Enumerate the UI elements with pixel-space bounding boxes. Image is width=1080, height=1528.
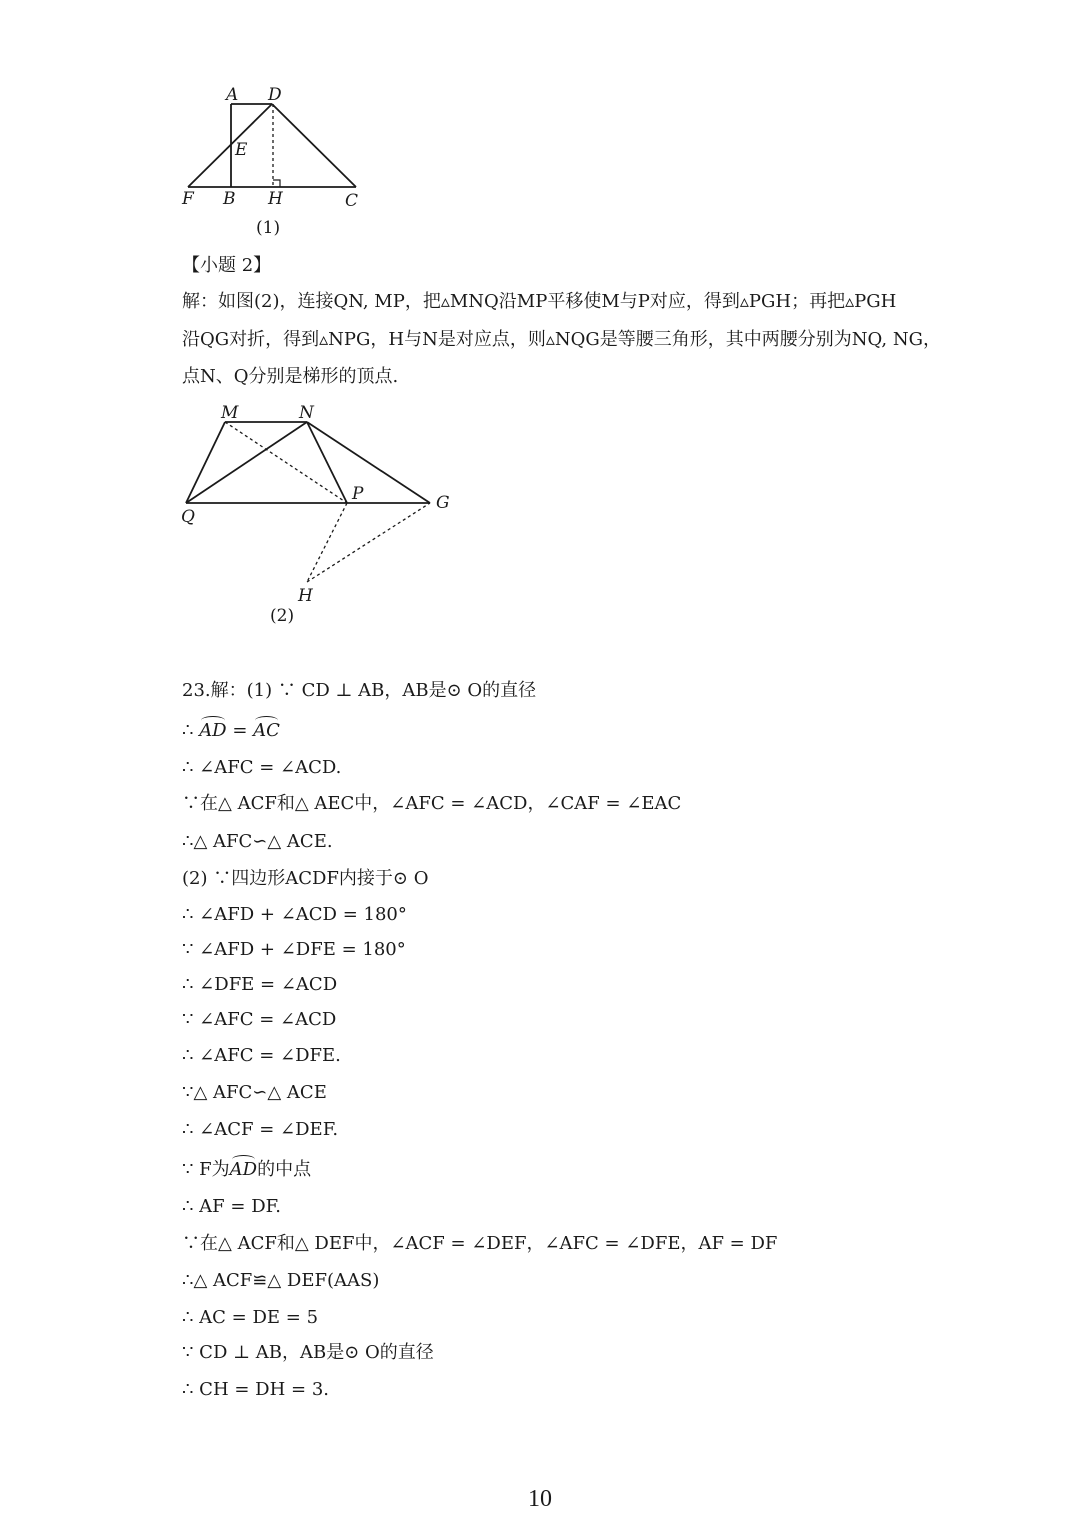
fig2-label-Q: Q xyxy=(181,507,195,527)
fig2-label-M: M xyxy=(221,403,239,423)
subproblem-heading: 【小题 2】 xyxy=(182,255,272,276)
q23-step: ∴△ ACF≌△ DEF(AAS) xyxy=(182,1270,380,1291)
q23-step: ∵ ∠AFC = ∠ACD xyxy=(182,1009,337,1030)
q23-step: ∵在△ ACF和△ AEC中，∠AFC = ∠ACD，∠CAF = ∠EAC xyxy=(182,793,682,814)
fig1-label-E: E xyxy=(235,140,248,160)
q23-step: ∴ CH = DH = 3. xyxy=(182,1379,329,1400)
q23-step: ∵ CD ⊥ AB，AB是⊙ O的直径 xyxy=(182,1342,434,1363)
q23-step: ∴ ∠AFC = ∠ACD. xyxy=(182,757,342,778)
sub2-line-2: 沿QG对折，得到▵NPG，H与N是对应点，则▵NQG是等腰三角形，其中两腰分别为NQ, NG， xyxy=(182,329,941,350)
fig1-label-B: B xyxy=(223,189,236,209)
arc-AD: AD xyxy=(199,720,227,741)
fig1-label-F: F xyxy=(182,189,194,209)
midpoint-prefix: ∵ F为 xyxy=(182,1159,230,1180)
fig2-caption: (2) xyxy=(270,606,295,626)
fig1-label-H: H xyxy=(268,189,283,209)
q23-step: ∴ ∠DFE = ∠ACD xyxy=(182,974,338,995)
fig1-label-D: D xyxy=(268,85,282,105)
figure-1-trapezoid xyxy=(188,104,356,187)
arc-AD: AD xyxy=(229,1159,258,1180)
figure-2-trapezoid xyxy=(186,422,430,582)
therefore-prefix: ∴ xyxy=(182,720,200,741)
fig2-label-P: P xyxy=(352,484,364,504)
q23-step: ∴ ∠ACF = ∠DEF. xyxy=(182,1119,339,1140)
sub2-line-3: 点N、Q分别是梯形的顶点. xyxy=(182,366,399,387)
q23-step: (2) ∵四边形ACDF内接于⊙ O xyxy=(182,868,429,889)
fig1-label-C: C xyxy=(345,191,359,211)
fig2-label-N: N xyxy=(299,403,314,423)
q23-step: ∵ ∠AFD + ∠DFE = 180° xyxy=(182,939,406,960)
arc-AC: AC xyxy=(253,720,280,741)
q23-step: ∵在△ ACF和△ DEF中，∠ACF = ∠DEF，∠AFC = ∠DFE，AF = DF xyxy=(182,1233,778,1254)
q23-step: ∴ ∠AFD + ∠ACD = 180° xyxy=(182,904,407,925)
midpoint-suffix: 的中点 xyxy=(257,1159,312,1180)
q23-midpoint-line xyxy=(182,1159,311,1181)
q23-step: ∵△ AFC∽△ ACE xyxy=(182,1082,327,1103)
q23-step: ∴ AF = DF. xyxy=(182,1196,282,1217)
fig1-label-A: A xyxy=(226,85,239,105)
page-number: 10 xyxy=(528,1486,552,1512)
q23-arc-line xyxy=(182,720,280,742)
fig2-label-H: H xyxy=(298,586,313,606)
fig1-caption: (1) xyxy=(256,218,281,238)
q23-line-1: 23.解：(1) ∵ CD ⊥ AB，AB是⊙ O的直径 xyxy=(182,680,537,701)
equals: = xyxy=(226,720,254,741)
q23-step: ∴ AC = DE = 5 xyxy=(182,1307,319,1328)
q23-step: ∴ ∠AFC = ∠DFE. xyxy=(182,1045,341,1066)
q23-step: ∴△ AFC∽△ ACE. xyxy=(182,831,333,852)
sub2-line-1: 解：如图(2)，连接QN, MP，把▵MNQ沿MP平移使M与P对应，得到▵PGH；再把▵PGH xyxy=(182,291,897,312)
fig2-label-G: G xyxy=(436,493,450,513)
